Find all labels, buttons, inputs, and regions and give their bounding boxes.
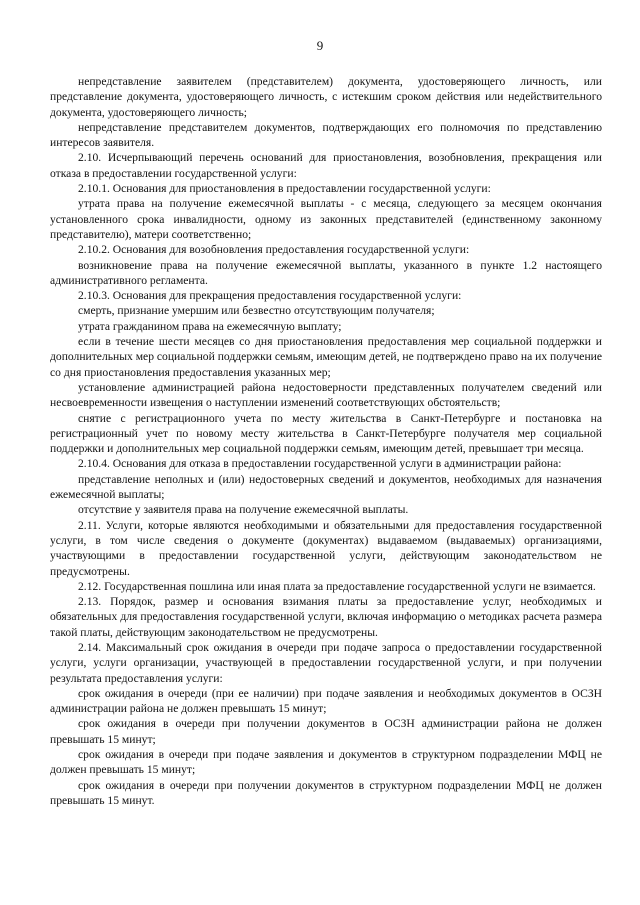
paragraph: непредставление представителем документов, подтверждающих его полномочия по представлению интересов заявителя. — [50, 120, 602, 150]
document-body — [50, 74, 602, 808]
section-2-14: 2.14. Максимальный срок ожидания в очереди при подаче запроса о предоставлении государственной услуги, услуги организации, участвующей в предоставлении государственной услуги, и при получении результата предоставления услуги: — [50, 640, 602, 685]
paragraph: установление администрацией района недостоверности представленных получателем сведений или несвоевременности извещения о наступлении изменений соответствующих обстоятельств; — [50, 380, 602, 410]
section-2-12: 2.12. Государственная пошлина или иная плата за предоставление государственной услуги не взимается. — [78, 579, 596, 593]
section-heading-2-10: 2.10. Исчерпывающий перечень оснований для приостановления, возобновления, прекращения или отказа в предоставлении государственной услуги: — [50, 151, 602, 180]
section-heading-2-10-3: 2.10.3. Основания для прекращения предоставления государственной услуги: — [78, 289, 462, 303]
section-heading-2-10-2: 2.10.2. Основания для возобновления предоставления государственной услуги: — [78, 243, 470, 257]
paragraph: снятие с регистрационного учета по месту жительства в Санкт-Петербурге и постановка на регистрационный учет по новому месту жительства в Санкт-Петербурге получателя мер социальной поддержки и дополнительных мер социальной поддержки семьям, имеющим детей, превышает три месяца. — [50, 411, 602, 456]
paragraph: утрата гражданином права на ежемесячную выплату; — [78, 319, 342, 333]
paragraph: смерть, признание умершим или безвестно отсутствующим получателя; — [78, 304, 435, 318]
paragraph: срок ожидания в очереди при получении документов в ОСЗН администрации района не должен превышать 15 минут; — [50, 717, 602, 746]
section-2-13: 2.13. Порядок, размер и основания взимания платы за предоставление услуг, необходимых и обязательных для предоставления государственной услуги, включая информацию о методиках расчета размера такой платы, действующим законодательством не предусмотрены. — [50, 595, 602, 639]
paragraph: отсутствие у заявителя права на получение ежемесячной выплаты. — [78, 503, 409, 517]
page-number: 9 — [316, 38, 324, 53]
paragraph: срок ожидания в очереди (при ее наличии) при подаче заявления и необходимых документов в ОСЗН администрации района не должен превышать 15 минут; — [50, 686, 602, 716]
paragraph: если в течение шести месяцев со дня приостановления предоставления мер социальной поддержки и дополнительных мер социальной поддержки семьям, имеющим детей, не подтверждено право на их получение со дня приостановления предоставления указанных мер; — [50, 335, 602, 379]
section-heading-2-10-4: 2.10.4. Основания для отказа в предоставлении государственной услуги в администрации района: — [78, 457, 562, 471]
paragraph: представление неполных и (или) недостоверных сведений и документов, необходимых для назначения ежемесячной выплаты; — [50, 472, 602, 502]
paragraph: срок ожидания в очереди при подаче заявления и документов в структурном подразделении МФЦ не должен превышать 15 минут; — [50, 748, 602, 777]
section-2-11: 2.11. Услуги, которые являются необходимыми и обязательными для предоставления государственной услуги, в том числе сведения о документе (документах) выдаваемом (выдаваемых) организациями, участвующими в предоставлении государственной услуги, действующим законодательством не предусмотрены. — [50, 518, 602, 578]
paragraph: непредставление заявителем (представителем) документа, удостоверяющего личность, или представление документа, удостоверяющего личность, с истекшим сроком действия или недействительного документа, удостоверяющего личность; — [50, 75, 602, 119]
paragraph: срок ожидания в очереди при получении документов в структурном подразделении МФЦ не должен превышать 15 минут. — [50, 778, 602, 807]
section-heading-2-10-1: 2.10.1. Основания для приостановления в предоставлении государственной услуги: — [78, 182, 491, 196]
paragraph: возникновение права на получение ежемесячной выплаты, указанного в пункте 1.2 настоящего административного регламента. — [50, 258, 602, 287]
paragraph: утрата права на получение ежемесячной выплаты - с месяца, следующего за месяцем окончания установленного срока инвалидности, одному из законных представителей (единственному законному представителю), матери соответственно; — [50, 197, 602, 241]
